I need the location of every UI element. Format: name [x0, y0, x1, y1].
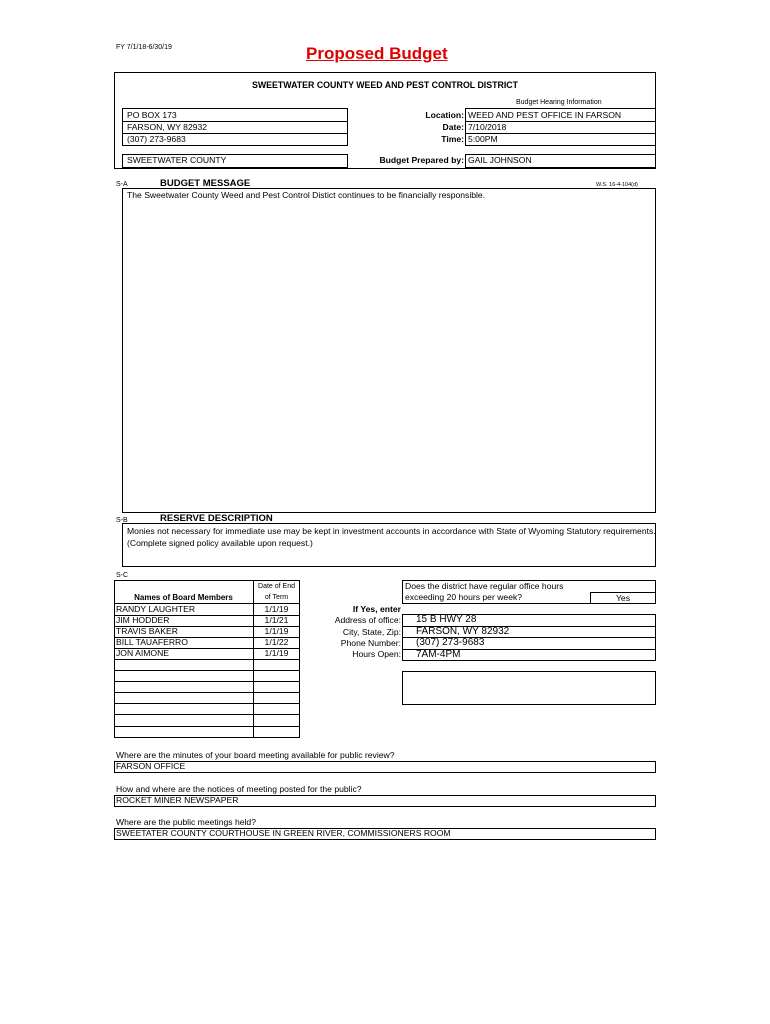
statute-ref: W.S. 16-4-104(d): [596, 182, 638, 188]
minutes-question: Where are the minutes of your board meeting available for public review?: [116, 750, 395, 760]
county: SWEETWATER COUNTY: [127, 155, 227, 165]
office-phone: (307) 273-9683: [416, 637, 485, 648]
office-phone-label: Phone Number:: [340, 638, 401, 648]
if-yes-label: If Yes, enter: [352, 604, 401, 614]
hearing-box: [465, 108, 656, 146]
date-value: 7/10/2018: [468, 122, 507, 132]
office-city: FARSON, WY 82932: [416, 626, 510, 637]
address-line-2: FARSON, WY 82932: [127, 122, 208, 132]
board-member-name: TRAVIS BAKER: [116, 626, 178, 636]
prepared-by-label: Budget Prepared by:: [379, 155, 464, 165]
col-names: Names of Board Members: [134, 593, 233, 602]
section-code-sc: S-C: [116, 572, 129, 579]
office-blank-box: [402, 671, 656, 705]
budget-message-box: [122, 188, 656, 513]
board-member-term: 1/1/19: [264, 648, 289, 658]
time-value: 5:00PM: [468, 134, 498, 144]
meetings-question: Where are the public meetings held?: [116, 817, 256, 827]
meetings-answer: SWEETATER COUNTY COURTHOUSE IN GREEN RIVER, COMMISSIONERS ROOM: [116, 828, 451, 838]
hearing-heading: Budget Hearing Information: [516, 99, 602, 106]
office-city-label: City, State, Zip:: [342, 627, 401, 637]
address-line-1: PO BOX 173: [127, 110, 177, 120]
office-address: 15 B HWY 28: [416, 614, 477, 625]
reserve-line-1: Monies not necessary for immediate use may be kept in investment accounts in accordance with State of Wyoming Statutory requirements.: [127, 526, 656, 536]
location-label: Location:: [425, 110, 464, 120]
time-label: Time:: [441, 134, 464, 144]
board-member-term: 1/1/19: [264, 604, 289, 614]
office-hours: 7AM-4PM: [416, 649, 461, 660]
reserve-line-2: (Complete signed policy available upon request.): [127, 538, 313, 548]
page-title: Proposed Budget: [306, 44, 448, 63]
board-member-name: BILL TAUAFERRO: [116, 637, 188, 647]
district-name: SWEETWATER COUNTY WEED AND PEST CONTROL DISTRICT: [251, 80, 519, 90]
budget-message-text: The Sweetwater County Weed and Pest Control Distict continues to be financially responsible.: [127, 190, 486, 200]
notices-answer: ROCKET MINER NEWSPAPER: [116, 795, 239, 805]
reserve-heading: RESERVE DESCRIPTION: [160, 513, 273, 524]
office-hours-label: Hours Open:: [352, 649, 401, 659]
location-value: WEED AND PEST OFFICE IN FARSON: [468, 110, 622, 120]
budget-message-heading: BUDGET MESSAGE: [160, 178, 251, 189]
board-member-name: RANDY LAUGHTER: [116, 604, 196, 614]
office-address-label: Address of office:: [334, 615, 401, 625]
minutes-answer: FARSON OFFICE: [116, 761, 186, 771]
board-member-term: 1/1/19: [264, 626, 289, 636]
board-member-term: 1/1/21: [264, 615, 289, 625]
office-answer: Yes: [615, 593, 631, 603]
date-label: Date:: [442, 122, 464, 132]
section-code-sb: S-B: [116, 517, 128, 524]
prepared-by-value: GAIL JOHNSON: [468, 155, 532, 165]
board-member-term: 1/1/22: [264, 637, 289, 647]
col-date-1: Date of End: [258, 583, 295, 590]
address-line-3: (307) 273-9683: [127, 134, 186, 144]
board-member-name: JON AIMONE: [116, 648, 170, 658]
minutes-answer-box: [114, 761, 656, 773]
notices-question: How and where are the notices of meeting posted for the public?: [116, 784, 362, 794]
fiscal-year: FY 7/1/18-6/30/19: [116, 44, 172, 51]
office-question-1: Does the district have regular office hours: [405, 581, 564, 591]
col-date-2: of Term: [264, 594, 289, 601]
section-code-sa: S-A: [116, 181, 128, 188]
board-member-name: JIM HODDER: [116, 615, 170, 625]
office-question-2: exceeding 20 hours per week?: [405, 592, 523, 602]
